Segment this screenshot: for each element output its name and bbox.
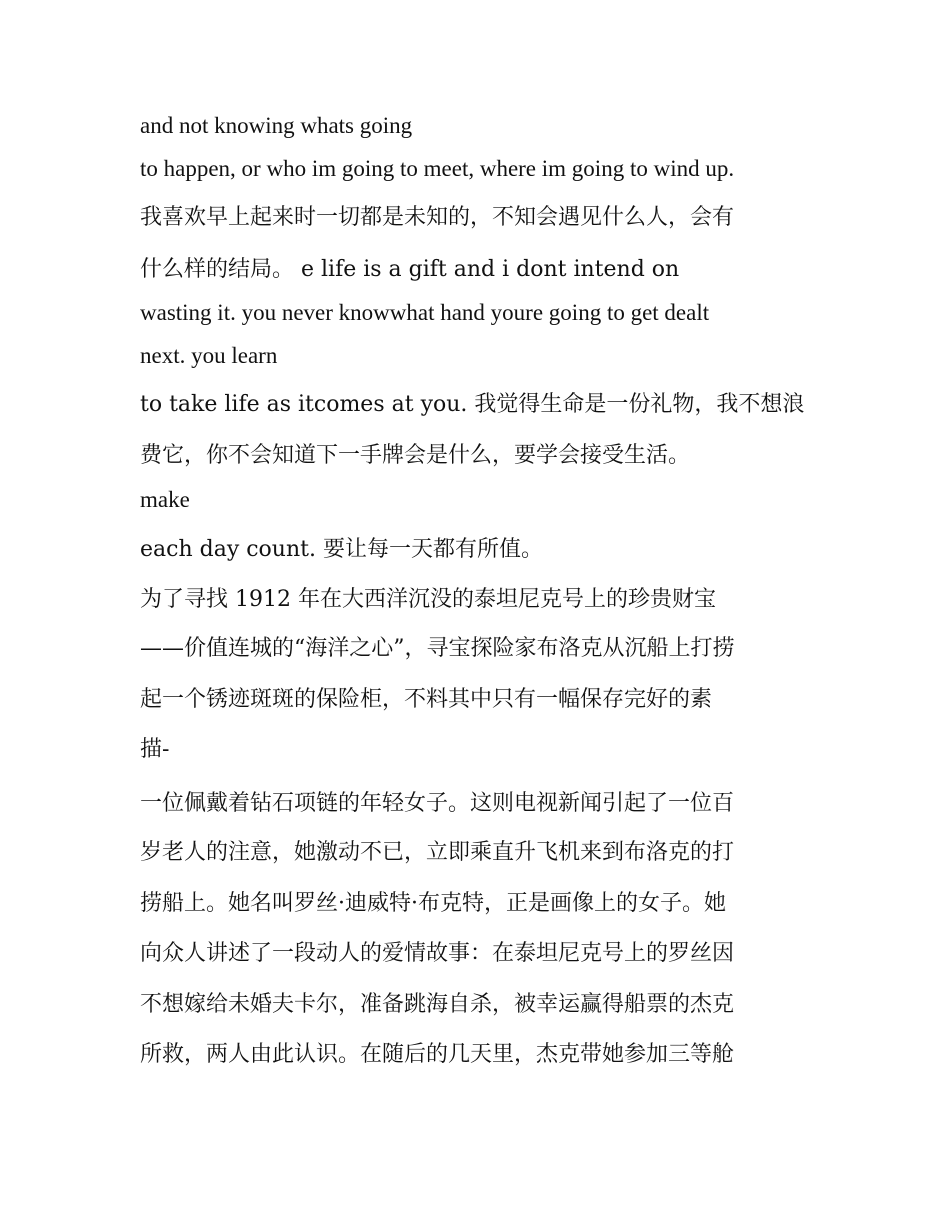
text-line: next. you learn [140,343,278,368]
text-line: to take life as itcomes at you. 我觉得生命是一份礼物，我不想浪 [140,392,805,417]
text-line: ——价值连城的“海洋之心”，寻宝探险家布洛克从沉船上打捞 [140,636,735,661]
text-line: 所救，两人由此认识。在随后的几天里，杰克带她参加三等舱 [140,1042,735,1067]
text-line: 为了寻找 1912 年在大西洋沉没的泰坦尼克号上的珍贵财宝 [140,587,716,612]
text-line: 费它，你不会知道下一手牌会是什么，要学会接受生活。 [140,443,691,468]
text-line: wasting it. you never knowwhat hand youre going to get dealt [140,300,710,325]
text-line: 一位佩戴着钻石项链的年轻女子。这则电视新闻引起了一位百 [140,791,735,816]
text-line: 岁老人的注意，她激动不已，立即乘直升飞机来到布洛克的打 [140,840,735,865]
text-line: 什么样的结局。 e life is a gift and i dont intend on [140,257,680,282]
text-line: 我喜欢早上起来时一切都是未知的，不知会遇见什么人，会有 [140,205,735,230]
text-line: 描- [140,737,170,762]
text-line: each day count. 要让每一天都有所值。 [140,537,543,562]
text-line: 捞船上。她名叫罗丝·迪威特·布克特，正是画像上的女子。她 [140,891,726,916]
text-line: to happen, or who im going to meet, where im going to wind up. [140,156,735,181]
text-line: and not knowing whats going [140,113,413,138]
text-line: 起一个锈迹斑斑的保险柜，不料其中只有一幅保存完好的素 [140,687,713,712]
text-line: make [140,487,190,512]
text-line: 不想嫁给未婚夫卡尔，准备跳海自杀，被幸运赢得船票的杰克 [140,992,735,1017]
text-line: 向众人讲述了一段动人的爱情故事：在泰坦尼克号上的罗丝因 [140,941,735,966]
